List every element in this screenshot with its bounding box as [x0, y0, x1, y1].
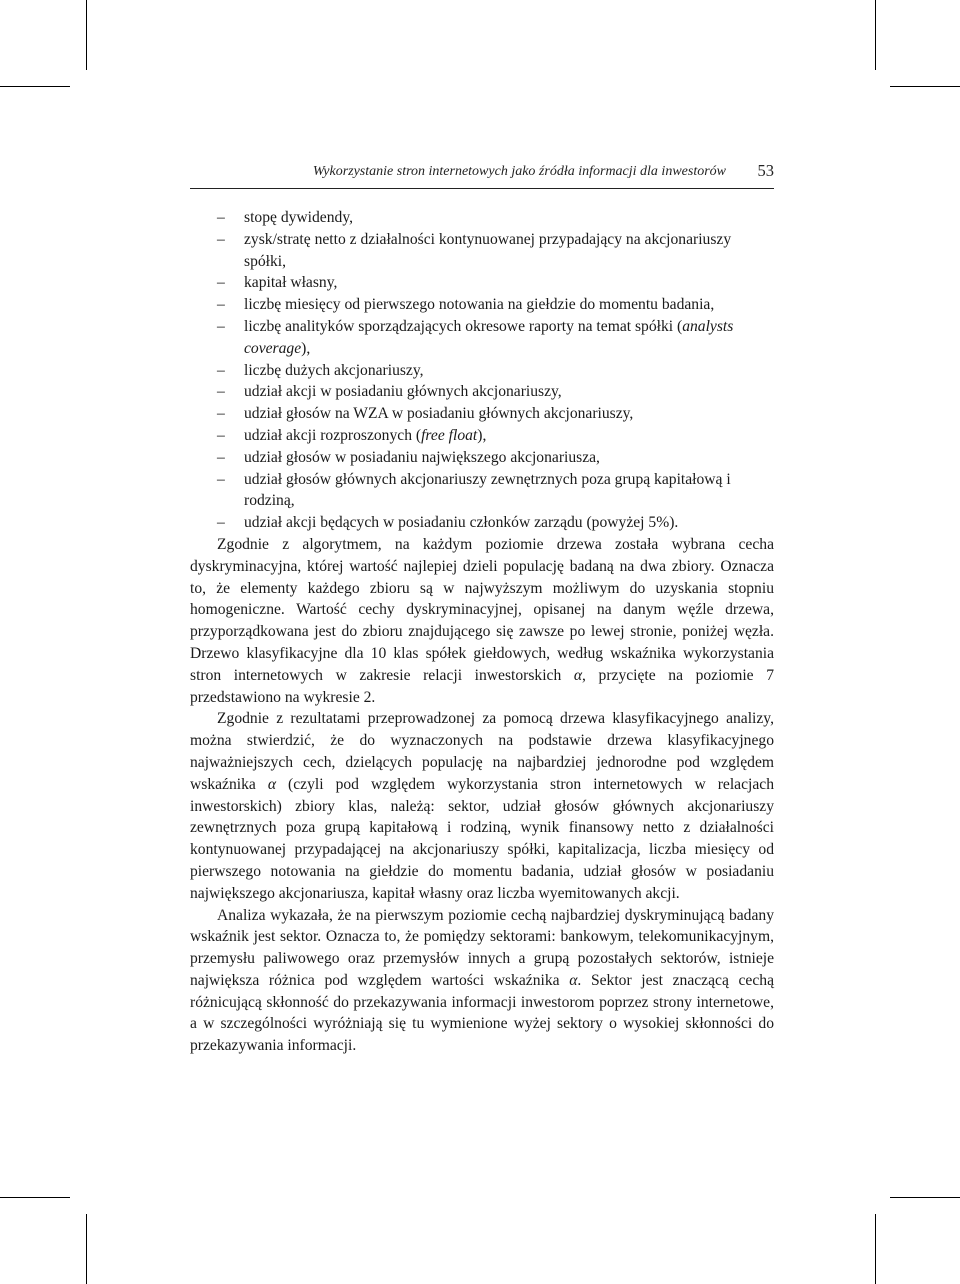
- bullet-dash: –: [217, 448, 225, 466]
- list-item-term: free float: [421, 426, 478, 444]
- page-content: [190, 207, 774, 1057]
- list-item: [190, 272, 774, 294]
- crop-mark-bottom-left: [86, 1214, 87, 1284]
- crop-mark-bottom-right: [875, 1214, 876, 1284]
- list-item: [190, 425, 774, 447]
- paragraph-text: , przycięte na poziomie 7 przedstawiono na wykresie 2.: [190, 666, 774, 706]
- paragraph-symbol: α: [569, 971, 578, 989]
- paragraph-text: (czyli pod względem wykorzystania stron internetowych w relacjach inwestorskich) zbiory klas, należą: sektor, udział głosów głównych akcjonariuszy zewnętrznych poza grupą kapitałową i rodziną, wynik finansowy netto z działalności kontynuowanej przypadającej na akcjonariuszy spółki, kapitalizacja, liczba miesięcy od pierwszego notowania na giełdzie do momentu badania, udział głosów w posiadaniu największego akcjonariusza, kapitał własny oraz liczba wyemitowanych akcji.: [190, 775, 774, 902]
- paragraph-text: Zgodnie z rezultatami przeprowadzonej za pomocą drzewa klasyfikacyjnego analizy, można stwierdzić, że do wyznaczonych na podstawie drzewa klasyfikacyjnego najważniejszych cech, dzielących populację na najbardziej jednorodne pod względem wskaźnika: [190, 710, 774, 793]
- list-item: [190, 207, 774, 229]
- paragraph-text: Analiza wykazała, że na pierwszym poziomie cechą najbardziej dyskryminującą badany wskaźnik jest sektor. Oznacza to, że pomiędzy sektorami: bankowym, telekomunikacyjnym, przemysłu paliwowego oraz przemysłów innych a grupą pozostałych sektorów, istnieje największa różnica pod względem wartości wskaźnika: [190, 906, 774, 989]
- list-item-text: liczbę dużych akcjonariuszy,: [244, 361, 424, 379]
- crop-mark-top-left: [86, 0, 87, 70]
- list-item-text: liczbę analityków sporządzających okresowe raporty na temat spółki (: [244, 317, 683, 335]
- list-item-text: ),: [477, 426, 487, 444]
- paragraph-text: . Sektor jest znaczącą cechą różnicującą skłonność do przekazywania informacji inwestorom poprzez strony internetowe, a w szczególności wyróżniają się tu wymienione wyżej sektory o wysokiej skłonności do przekazywania informacji.: [190, 971, 774, 1055]
- bullet-dash: –: [217, 405, 225, 423]
- bullet-dash: –: [217, 317, 225, 335]
- bullet-dash: –: [217, 470, 225, 488]
- list-item-text: udział głosów w posiadaniu największego akcjonariusza,: [244, 448, 600, 466]
- running-title: Wykorzystanie stron internetowych jako źródła informacji dla inwestorów: [312, 164, 726, 179]
- list-item: [190, 512, 774, 534]
- list-item: [190, 447, 774, 469]
- bullet-dash: –: [217, 230, 225, 248]
- paragraph-text: Zgodnie z algorytmem, na każdym poziomie drzewa została wybrana cecha dyskryminacyjna, której wartość najlepiej dzieli populację badaną na dwa zbiory. Oznacza to, że elementy każdego zbioru są w najwyższym możliwym do uzyskania stopniu homogeniczne. Wartość cechy dyskryminacyjnej, opisanej na danym węźle drzewa, przyporządkowana jest do zbioru znajdującego się zawsze po lewej stronie, poniżej węzła. Drzewo klasyfikacyjne dla 10 klas spółek giełdowych, według wskaźnika wykorzystania stron internetowych w zakresie relacji inwestorskich: [190, 535, 774, 684]
- bullet-dash: –: [217, 361, 225, 379]
- paragraph-symbol: α: [267, 775, 277, 793]
- list-item-term: analysts coverage: [244, 317, 734, 357]
- list-item-text: udział głosów głównych akcjonariuszy zewnętrznych poza grupą kapitałową i rodziną,: [244, 470, 731, 510]
- bullet-dash: –: [217, 514, 225, 532]
- list-item: [190, 469, 774, 513]
- list-item-text: stopę dywidendy,: [244, 209, 353, 226]
- page-number: 53: [757, 161, 774, 180]
- paragraph: [190, 708, 774, 904]
- paragraph-symbol: α: [573, 666, 583, 684]
- crop-mark-top-right: [875, 0, 876, 70]
- bullet-dash: –: [217, 426, 225, 444]
- list-item: [190, 403, 774, 425]
- crop-mark-right-top: [890, 86, 960, 87]
- crop-mark-left-top: [0, 86, 70, 87]
- bullet-dash: –: [217, 209, 225, 226]
- list-item: [190, 316, 774, 360]
- bullet-dash: –: [217, 296, 225, 314]
- list-item-text: udział głosów na WZA w posiadaniu głównych akcjonariuszy,: [244, 405, 634, 423]
- list-item-text: udział akcji rozproszonych (: [244, 426, 422, 444]
- list-item-text: liczbę miesięcy od pierwszego notowania na giełdzie do momentu badania,: [244, 296, 715, 314]
- paragraph: [190, 905, 774, 1058]
- page-header: [190, 160, 774, 189]
- list-item-text: udział akcji w posiadaniu głównych akcjonariuszy,: [244, 383, 562, 401]
- list-item-text: kapitał własny,: [244, 274, 338, 292]
- list-item: [190, 229, 774, 273]
- list-item: [190, 294, 774, 316]
- bullet-dash: –: [217, 383, 225, 401]
- list-item-text: zysk/stratę netto z działalności kontynuowanej przypadający na akcjonariuszy spółki,: [244, 230, 732, 270]
- list-item: [190, 381, 774, 403]
- paragraph: [190, 534, 774, 708]
- criteria-list: [190, 207, 774, 534]
- bullet-dash: –: [217, 274, 225, 292]
- list-item: [190, 360, 774, 382]
- crop-mark-left-bottom: [0, 1197, 70, 1198]
- list-item-text: ),: [301, 339, 311, 357]
- list-item-text: udział akcji będących w posiadaniu członków zarządu (powyżej 5%).: [244, 514, 679, 532]
- body-text: [190, 534, 774, 1057]
- crop-mark-right-bottom: [890, 1197, 960, 1198]
